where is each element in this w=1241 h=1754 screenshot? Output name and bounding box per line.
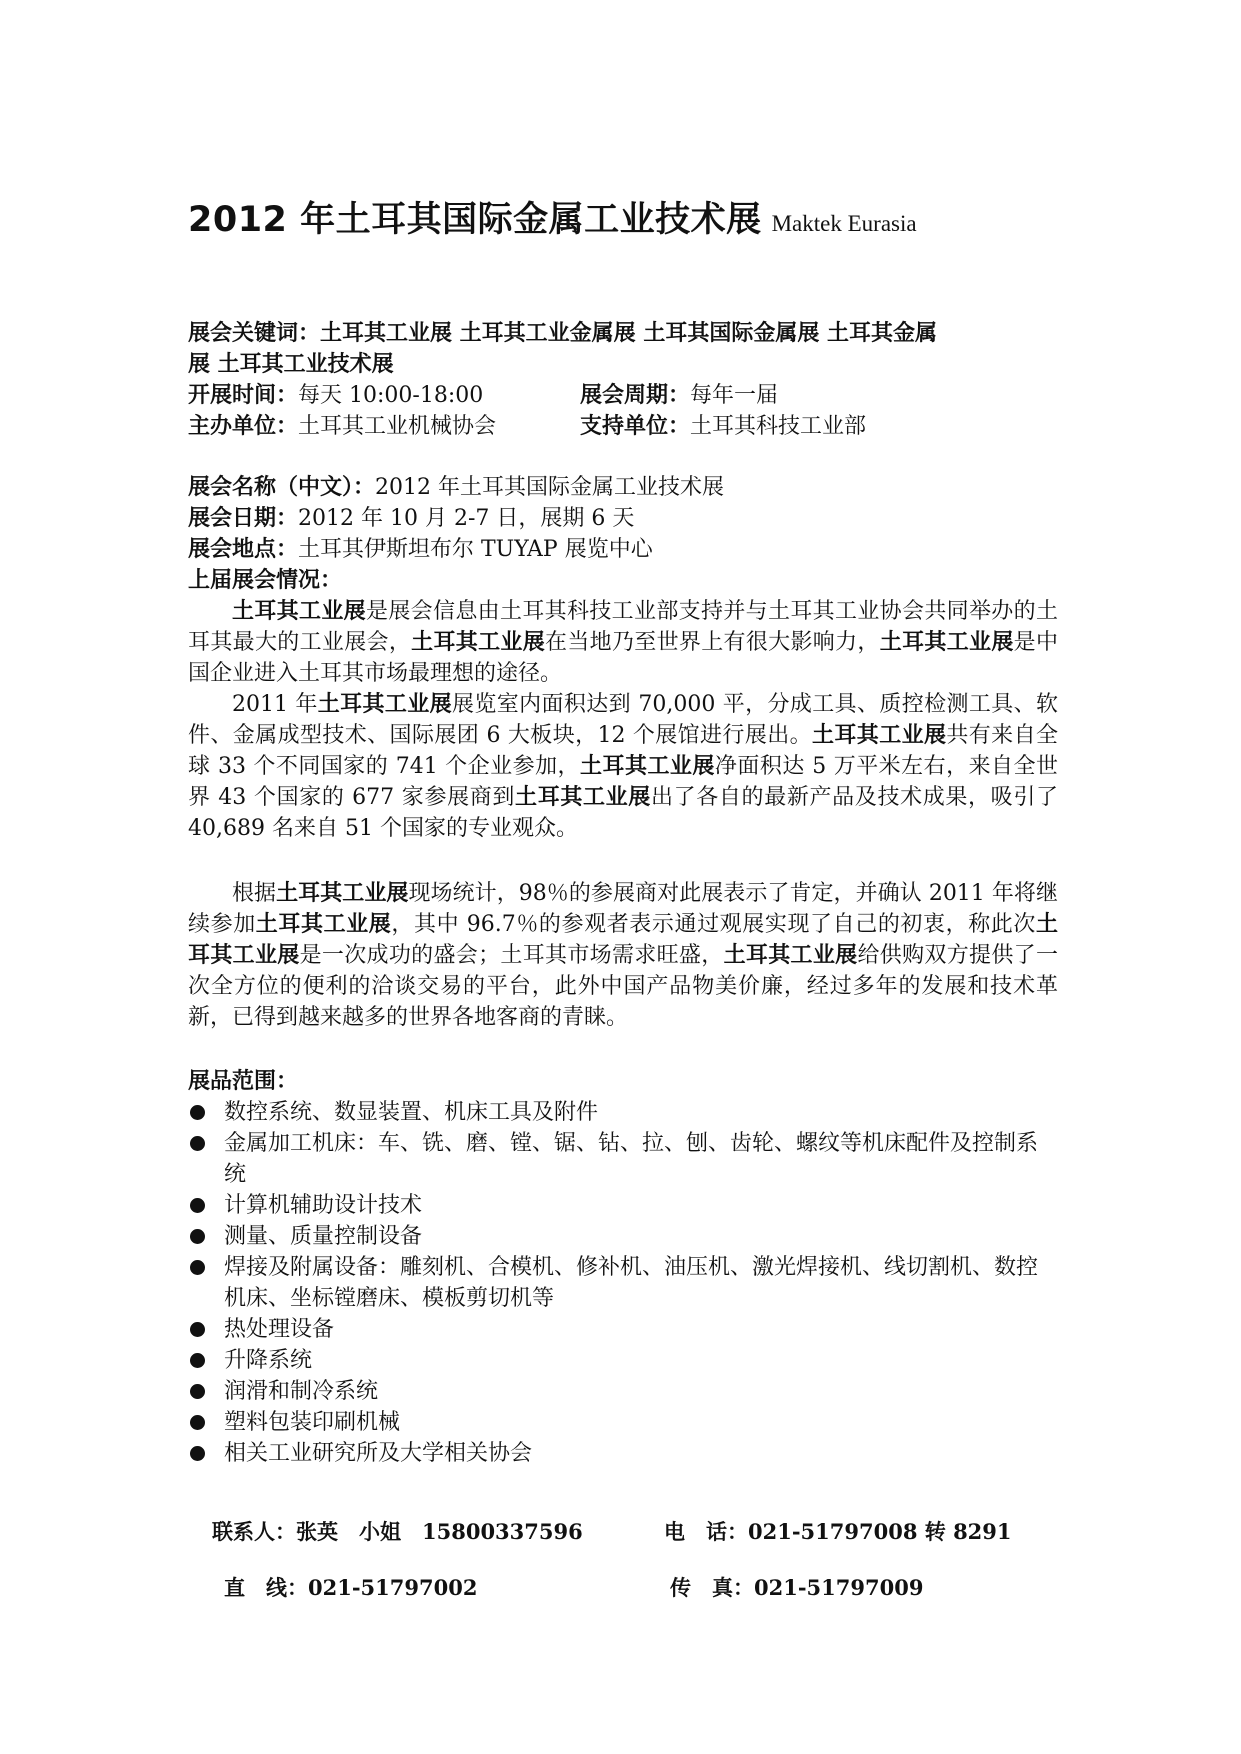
scope-section [188, 1066, 1058, 1469]
highlight-term: 土耳其工业展 [879, 630, 1014, 655]
paragraph-text: 是中国企业进入土耳其市场最理想的途径。 [188, 630, 1058, 686]
highlight-term: 土耳其工业展 [812, 723, 947, 748]
keywords-label: 展会关键词： [188, 321, 321, 346]
bullet-icon [190, 1105, 205, 1120]
paragraph-2 [188, 689, 1058, 844]
scope-list [188, 1097, 1058, 1469]
contact-phone: 电 话：021-51797008 转 8291 [664, 1519, 1012, 1544]
list-item [188, 1438, 1058, 1469]
name-row [188, 472, 1058, 503]
list-item-text: 塑料包装印刷机械 [224, 1410, 401, 1435]
contact-direct-line: 直 线：021-51797002 [224, 1575, 478, 1600]
date-value: 2012 年 10 月 2-7 日，展期 6 天 [298, 506, 635, 531]
paragraph-text: 2011 年 [232, 692, 318, 717]
list-item [188, 1252, 1058, 1314]
venue-value: 土耳其伊斯坦布尔 TUYAP 展览中心 [298, 537, 653, 562]
bullet-icon [190, 1384, 205, 1399]
paragraph-text: 现场统计，98％的参展商对此展表示了肯定，并确认 2011 年将继续参加 [188, 881, 1058, 937]
keywords [188, 318, 1058, 380]
bullet-icon [190, 1322, 205, 1337]
bullet-icon [190, 1260, 205, 1275]
details-section [188, 472, 1058, 844]
scope-label: 展品范围： [188, 1069, 299, 1094]
list-item-text: 焊接及附属设备：雕刻机、合模机、修补机、油压机、激光焊接机、线切割机、数控机床、坐标镗磨床、模板剪切机等 [224, 1255, 1039, 1311]
highlight-term: 土耳其工业展 [188, 912, 1058, 968]
highlight-term: 土耳其工业展 [580, 754, 715, 779]
highlight-term: 土耳其工业展 [723, 943, 858, 968]
list-item-text: 热处理设备 [224, 1317, 335, 1342]
paragraph-text: ，其中 96.7％的参观者表示通过观展实现了自己的初衷，称此次 [391, 912, 1036, 937]
info-row-1 [188, 380, 1058, 411]
list-item [188, 1128, 1058, 1190]
highlight-term: 土耳其工业展 [411, 630, 546, 655]
list-item [188, 1314, 1058, 1345]
highlight-term: 土耳其工业展 [317, 692, 452, 717]
title-english: Maktek Eurasia [771, 211, 917, 236]
bullet-icon [190, 1446, 205, 1461]
name-value: 2012 年土耳其国际金属工业技术展 [375, 475, 724, 500]
keywords-line1: 土耳其工业展 土耳其工业金属展 土耳其国际金属展 土耳其金属 [320, 321, 937, 346]
contact-fax: 传 真：021-51797009 [670, 1575, 924, 1600]
last-show-label: 上届展会情况： [188, 568, 343, 593]
bullet-icon [190, 1415, 205, 1430]
paragraph-text: 给供购双方提供了一次全方位的便利的洽谈交易的平台，此外中国产品物美价廉，经过多年的发展和技术革新，已得到越来越多的世界各地客商的青睐。 [188, 943, 1058, 1030]
venue-row [188, 534, 1058, 565]
info-row-2 [188, 411, 1058, 442]
supporter-label: 支持单位： [580, 414, 691, 439]
bullet-icon [190, 1229, 205, 1244]
paragraph-1 [188, 596, 1058, 689]
highlight-term: 土耳其工业展 [232, 599, 366, 624]
bullet-icon [190, 1353, 205, 1368]
info-section [188, 318, 1058, 442]
bullet-icon [190, 1136, 205, 1151]
cycle-value: 每年一届 [690, 383, 779, 408]
list-item [188, 1097, 1058, 1128]
bullet-icon [190, 1198, 205, 1213]
name-label: 展会名称（中文）： [188, 475, 376, 500]
document-title [188, 192, 917, 242]
list-item-text: 金属加工机床：车、铣、磨、镗、锯、钻、拉、刨、齿轮、螺纹等机床配件及控制系统 [224, 1131, 1039, 1187]
date-label: 展会日期： [188, 506, 299, 531]
contact-person: 联系人：张英 小姐 15800337596 [212, 1519, 583, 1544]
paragraph-3 [188, 878, 1058, 1033]
highlight-term: 土耳其工业展 [255, 912, 392, 937]
cycle-label: 展会周期： [580, 383, 691, 408]
list-item [188, 1190, 1058, 1221]
highlight-term: 土耳其工业展 [515, 785, 651, 810]
paragraph-text: 是展会信息由土耳其科技工业部支持并与土耳其工业协会共同举办的土耳其最大的工业展会， [188, 599, 1058, 655]
organizer-value: 土耳其工业机械协会 [298, 414, 497, 439]
list-item-text: 润滑和制冷系统 [224, 1379, 379, 1404]
paragraph-text: 在当地乃至世界上有很大影响力， [545, 630, 880, 655]
list-item [188, 1221, 1058, 1252]
keywords-line2: 展 土耳其工业技术展 [188, 352, 394, 377]
list-item-text: 计算机辅助设计技术 [224, 1193, 423, 1218]
date-row [188, 503, 1058, 534]
paragraph-text: 是一次成功的盛会；土耳其市场需求旺盛， [299, 943, 724, 968]
list-item [188, 1345, 1058, 1376]
list-item-text: 相关工业研究所及大学相关协会 [224, 1441, 533, 1466]
open-time-value: 每天 10:00-18:00 [298, 383, 484, 408]
statistics-section [188, 878, 1058, 1033]
list-item [188, 1376, 1058, 1407]
paragraph-text: 根据 [232, 881, 277, 906]
venue-label: 展会地点： [188, 537, 299, 562]
list-item-text: 测量、质量控制设备 [224, 1224, 423, 1249]
organizer-label: 主办单位： [188, 414, 299, 439]
list-item-text: 数控系统、数显装置、机床工具及附件 [224, 1100, 599, 1125]
list-item-text: 升降系统 [224, 1348, 313, 1373]
title-chinese: 2012 年土耳其国际金属工业技术展 [188, 200, 762, 240]
list-item [188, 1407, 1058, 1438]
paragraph-text: 展览室内面积达到 70,000 平，分成工具、质控检测工具、软件、金属成型技术、国际展团 6 大板块，12 个展馆进行展出。 [188, 692, 1058, 748]
highlight-term: 土耳其工业展 [276, 881, 409, 906]
last-show-heading [188, 565, 1058, 596]
paragraph-text: 净面积达 5 万平米左右，来自全世界 43 个国家的 677 家参展商到 [188, 754, 1058, 810]
paragraph-text: 共有来自全球 33 个不同国家的 741 个企业参加， [188, 723, 1058, 779]
supporter-value: 土耳其科技工业部 [690, 414, 867, 439]
open-time-label: 开展时间： [188, 383, 299, 408]
paragraph-text: 出了各自的最新产品及技术成果，吸引了 40,689 名来自 51 个国家的专业观众。 [188, 785, 1058, 841]
